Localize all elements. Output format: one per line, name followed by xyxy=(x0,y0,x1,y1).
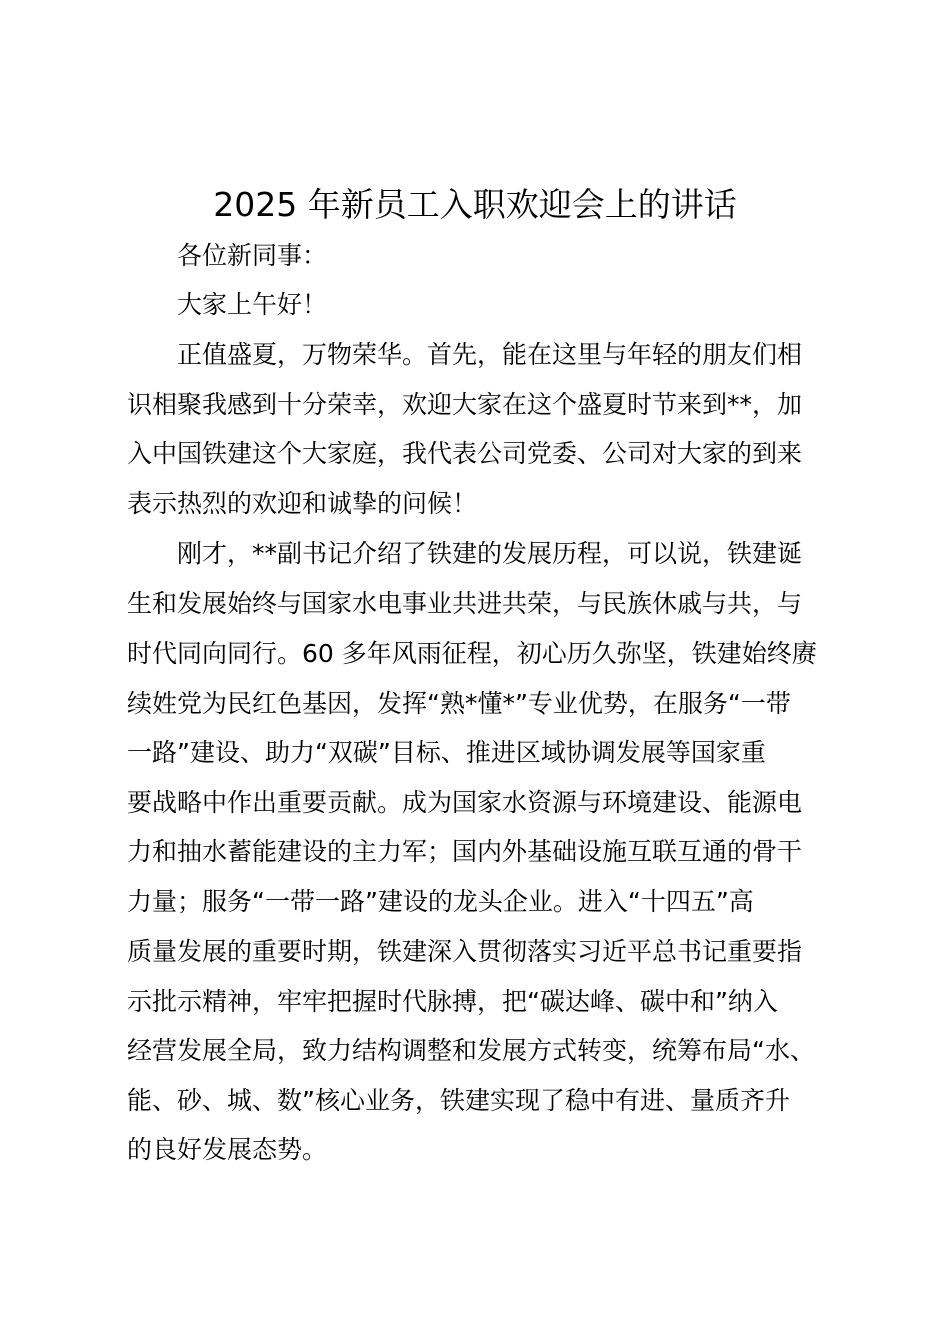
body-line: 质量发展的重要时期，铁建深入贯彻落实习近平总书记重要指 xyxy=(127,937,803,966)
body-line: 力量；服务“一带一路”建设的龙头企业。进入“十四五”高 xyxy=(127,887,754,916)
body-line: 示批示精神，牢牢把握时代脉搏，把“碳达峰、碳中和”纳入 xyxy=(127,987,778,1016)
body-line: 时代同向同行。60 多年风雨征程，初心历久弥坚，铁建始终赓 xyxy=(127,639,817,668)
body-line: 续姓党为民红色基因，发挥“熟*懂*”专业优势，在服务“一带 xyxy=(127,689,791,718)
body-line: 的良好发展态势。 xyxy=(127,1135,328,1164)
body-line: 正值盛夏，万物荣华。首先，能在这里与年轻的朋友们相 xyxy=(177,340,803,369)
document-title: 2025 年新员工入职欢迎会上的讲话 xyxy=(213,185,737,224)
body-line: 识相聚我感到十分荣幸，欢迎大家在这个盛夏时节来到**，加 xyxy=(127,390,803,419)
body-line: 力和抽水蓄能建设的主力军；国内外基础设施互联互通的骨干 xyxy=(127,837,803,866)
greeting: 大家上午好！ xyxy=(177,290,328,319)
body-line: 表示热烈的欢迎和诚挚的问候！ xyxy=(127,489,478,518)
body-line: 入中国铁建这个大家庭，我代表公司党委、公司对大家的到来 xyxy=(127,439,803,468)
body-line: 能、砂、城、数”核心业务，铁建实现了稳中有进、量质齐升 xyxy=(127,1086,790,1115)
body-line: 一路”建设、助力“双碳”目标、推进区域协调发展等国家重 xyxy=(127,738,766,767)
salutation: 各位新同事： xyxy=(177,241,328,270)
body-line: 刚才，**副书记介绍了铁建的发展历程，可以说，铁建诞 xyxy=(177,539,803,568)
body-line: 要战略中作出重要贡献。成为国家水资源与环境建设、能源电 xyxy=(127,788,803,817)
body-line: 生和发展始终与国家水电事业共进共荣，与民族休戚与共，与 xyxy=(127,589,803,618)
body-line: 经营发展全局，致力结构调整和发展方式转变，统筹布局“水、 xyxy=(127,1036,815,1065)
